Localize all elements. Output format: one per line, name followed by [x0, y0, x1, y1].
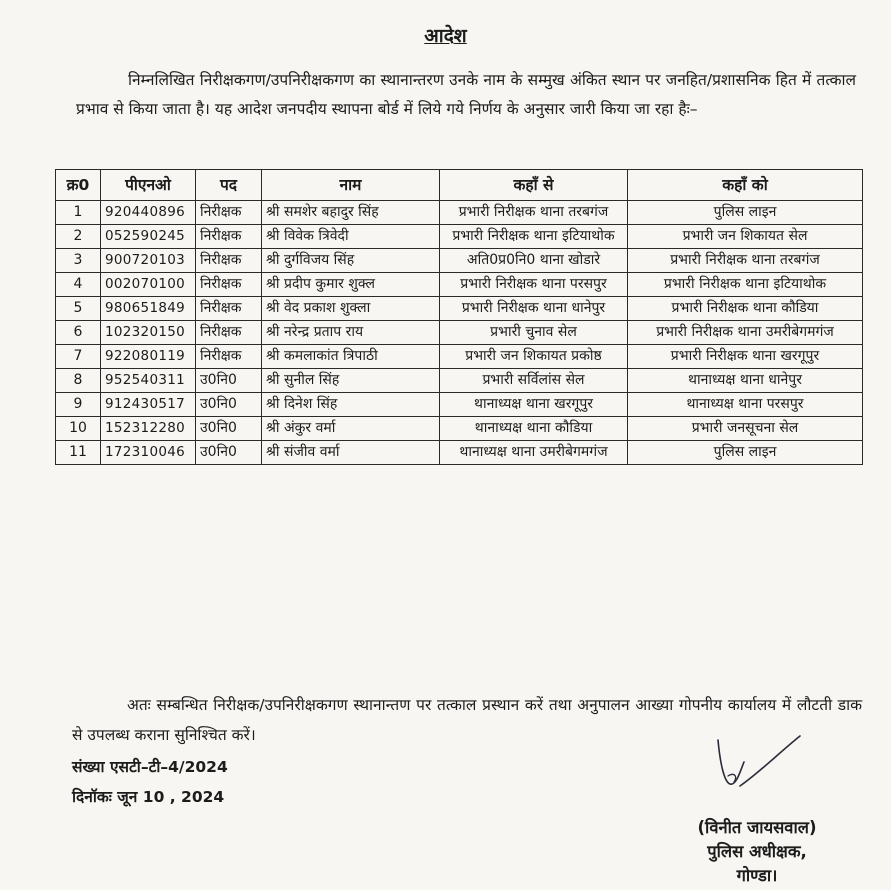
col-header-post: पद [196, 170, 262, 201]
transfer-table [55, 169, 863, 465]
cell-name: श्री दिनेश सिंह [262, 393, 440, 417]
table-row [56, 225, 863, 249]
cell-pno: 152312280 [101, 417, 196, 441]
cell-pno: 002070100 [101, 273, 196, 297]
cell-serial: 11 [56, 441, 101, 465]
cell-pno: 172310046 [101, 441, 196, 465]
cell-name: श्री अंकुर वर्मा [262, 417, 440, 441]
cell-post: निरीक्षक [196, 201, 262, 225]
cell-name: श्री दुर्गविजय सिंह [262, 249, 440, 273]
cell-to: पुलिस लाइन [628, 441, 863, 465]
cell-serial: 10 [56, 417, 101, 441]
reference-number: संख्या एसटी–टी–4/2024 [72, 758, 228, 776]
col-header-serial: क्र0 [56, 170, 101, 201]
cell-pno: 102320150 [101, 321, 196, 345]
cell-name: श्री वेद प्रकाश शुक्ला [262, 297, 440, 321]
cell-to: प्रभारी निरीक्षक थाना इटियाथोक [628, 273, 863, 297]
cell-from: प्रभारी निरीक्षक थाना धानेपुर [440, 297, 628, 321]
cell-serial: 1 [56, 201, 101, 225]
table-row [56, 441, 863, 465]
cell-pno: 912430517 [101, 393, 196, 417]
table-row [56, 393, 863, 417]
cell-name: श्री विवेक त्रिवेदी [262, 225, 440, 249]
cell-from: प्रभारी निरीक्षक थाना परसपुर [440, 273, 628, 297]
table-row [56, 345, 863, 369]
cell-serial: 3 [56, 249, 101, 273]
signatory-name: (विनीत जायसवाल) [697, 818, 817, 837]
cell-from: प्रभारी सर्विलांस सेल [440, 369, 628, 393]
cell-name: श्री सुनील सिंह [262, 369, 440, 393]
cell-to: प्रभारी निरीक्षक थाना तरबगंज [628, 249, 863, 273]
cell-from: प्रभारी निरीक्षक थाना इटियाथोक [440, 225, 628, 249]
cell-from: थानाध्यक्ष थाना कौडिया [440, 417, 628, 441]
table-row [56, 201, 863, 225]
table-row [56, 369, 863, 393]
col-header-to: कहाँ को [628, 170, 863, 201]
table-row [56, 321, 863, 345]
table-row [56, 273, 863, 297]
cell-to: थानाध्यक्ष थाना परसपुर [628, 393, 863, 417]
cell-pno: 952540311 [101, 369, 196, 393]
cell-from: प्रभारी निरीक्षक थाना तरबगंज [440, 201, 628, 225]
cell-to: थानाध्यक्ष थाना धानेपुर [628, 369, 863, 393]
cell-to: प्रभारी निरीक्षक थाना कौडिया [628, 297, 863, 321]
order-date: दिनॉकः जून 10 , 2024 [72, 788, 225, 806]
cell-serial: 9 [56, 393, 101, 417]
cell-pno: 980651849 [101, 297, 196, 321]
cell-post: निरीक्षक [196, 345, 262, 369]
signature-scribble-icon [700, 732, 810, 802]
cell-pno: 900720103 [101, 249, 196, 273]
cell-serial: 4 [56, 273, 101, 297]
col-header-pno: पीएनओ [101, 170, 196, 201]
signatory-district: गोण्डा। [736, 866, 778, 885]
cell-pno: 922080119 [101, 345, 196, 369]
col-header-from: कहाँ से [440, 170, 628, 201]
cell-post: उ0नि0 [196, 369, 262, 393]
table-row [56, 417, 863, 441]
cell-post: निरीक्षक [196, 297, 262, 321]
cell-name: श्री समशेर बहादुर सिंह [262, 201, 440, 225]
cell-serial: 5 [56, 297, 101, 321]
cell-from: अति0प्र0नि0 थाना खोडारे [440, 249, 628, 273]
cell-post: निरीक्षक [196, 273, 262, 297]
table-header-row [56, 170, 863, 201]
cell-post: निरीक्षक [196, 249, 262, 273]
cell-from: थानाध्यक्ष थाना खरगूपुर [440, 393, 628, 417]
reference-block [72, 752, 228, 812]
cell-post: उ0नि0 [196, 417, 262, 441]
cell-to: प्रभारी निरीक्षक थाना उमरीबेगमगंज [628, 321, 863, 345]
cell-pno: 052590245 [101, 225, 196, 249]
cell-post: निरीक्षक [196, 225, 262, 249]
order-title: आदेश [424, 25, 467, 47]
signatory-designation: पुलिस अधीक्षक, [707, 842, 807, 861]
cell-post: निरीक्षक [196, 321, 262, 345]
cell-name: श्री संजीव वर्मा [262, 441, 440, 465]
closing-paragraph: अतः सम्बन्धित निरीक्षक/उपनिरीक्षकगण स्थानान्तण पर तत्काल प्रस्थान करें तथा अनुपालन आख्या गोपनीय कार्यालय में लौटती डाक से उपलब्ध कराना सुनिश्चित करें। [72, 696, 862, 744]
cell-name: श्री कमलाकांत त्रिपाठी [262, 345, 440, 369]
cell-to: प्रभारी जनसूचना सेल [628, 417, 863, 441]
cell-serial: 6 [56, 321, 101, 345]
cell-post: उ0नि0 [196, 441, 262, 465]
table-row [56, 297, 863, 321]
cell-name: श्री प्रदीप कुमार शुक्ल [262, 273, 440, 297]
cell-to: प्रभारी निरीक्षक थाना खरगूपुर [628, 345, 863, 369]
cell-to: पुलिस लाइन [628, 201, 863, 225]
cell-name: श्री नरेन्द्र प्रताप राय [262, 321, 440, 345]
cell-from: थानाध्यक्ष थाना उमरीबेगमगंज [440, 441, 628, 465]
cell-pno: 920440896 [101, 201, 196, 225]
signatory-block [672, 816, 842, 888]
col-header-name: नाम [262, 170, 440, 201]
cell-to: प्रभारी जन शिकायत सेल [628, 225, 863, 249]
cell-serial: 7 [56, 345, 101, 369]
table-row [56, 249, 863, 273]
cell-post: उ0नि0 [196, 393, 262, 417]
cell-from: प्रभारी चुनाव सेल [440, 321, 628, 345]
intro-paragraph: निम्नलिखित निरीक्षकगण/उपनिरीक्षकगण का स्थानान्तरण उनके नाम के सम्मुख अंकित स्थान पर जनहित/प्रशासनिक हित में तत्काल प्रभाव से किया जाता है। यह आदेश जनपदीय स्थापना बोर्ड में लिये गये निर्णय के अनुसार जारी किया जा रहा हैः– [76, 71, 856, 118]
cell-serial: 2 [56, 225, 101, 249]
cell-serial: 8 [56, 369, 101, 393]
cell-from: प्रभारी जन शिकायत प्रकोष्ठ [440, 345, 628, 369]
